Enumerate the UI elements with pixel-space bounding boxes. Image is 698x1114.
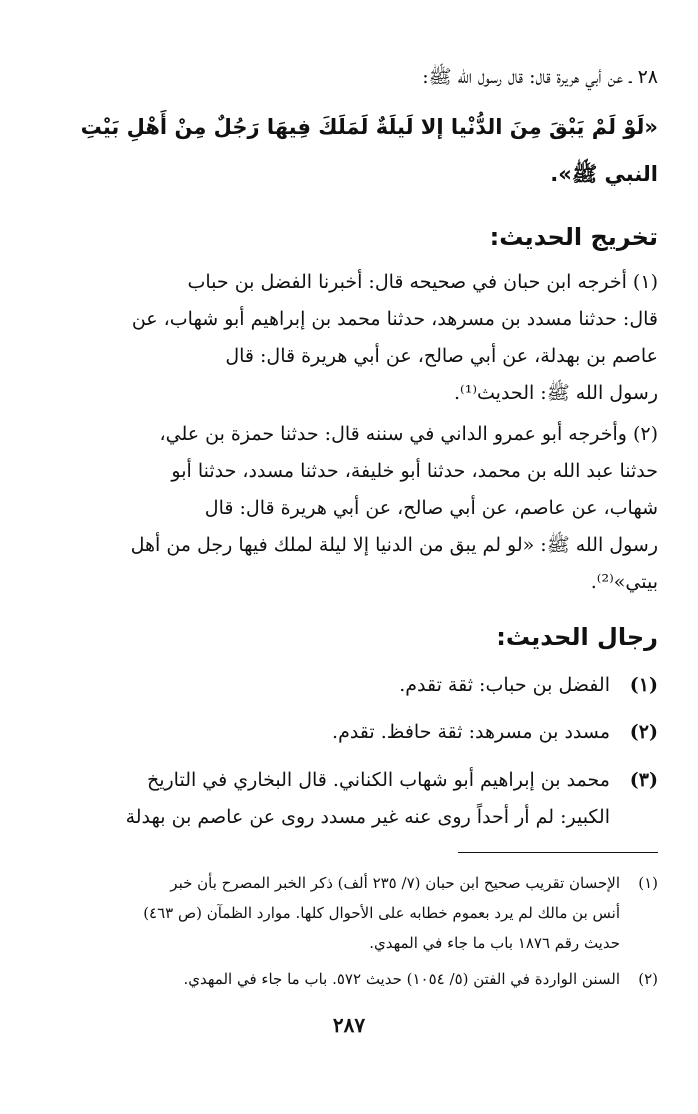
rijal-item-number: (٣) xyxy=(629,769,658,791)
takhrij-p1-line: عاصم بن بهدلة، عن أبي صالح، عن أبي هريرة قال: قال xyxy=(225,345,658,367)
hadith-intro: ٢٨ ـ عن أبي هريرة قال: قال رسول الله ﷺ: xyxy=(422,66,658,88)
rijal-item-line: محمد بن إبراهيم أبو شهاب الكناني. قال البخاري في التاريخ xyxy=(146,769,610,791)
hadith-text xyxy=(40,104,658,198)
takhrij-paragraph-1 xyxy=(40,264,658,412)
rijal-item-number: (٢) xyxy=(629,721,658,743)
hadith-line-1: «لَوْ لَمْ يَبْقَ مِنَ الدُّنْيا إلا لَيلَةٌ لَمَلَكَ فِيهَا رَجُلٌ مِنْ أَهْلِ بَيْتِ xyxy=(80,115,658,139)
takhrij-paragraph-2 xyxy=(40,416,658,601)
rijal-item xyxy=(40,667,658,704)
footnote-number: (١) xyxy=(638,874,658,892)
footnote-line: الإحسان تقريب صحيح ابن حبان (٧/ ٢٣٥ ألف) ذكر الخبر المصرح بأن خبر xyxy=(170,874,620,892)
page-number: ٢٨٧ xyxy=(332,1013,366,1037)
takhrij-p2-line: شهاب، عن عاصم، عن أبي صالح، عن أبي هريرة قال: قال xyxy=(204,497,658,519)
footnote xyxy=(40,964,658,994)
rijal-item-line: الكبير: لم أر أحداً روى عنه غير مسدد روى عن عاصم بن بهدلة xyxy=(125,806,610,828)
footnote-line: حديث رقم ١٨٧٦ باب ما جاء في المهدي. xyxy=(369,934,620,952)
footnote-line: السنن الواردة في الفتن (٥/ ١٠٥٤) حديث ٥٧٢. باب ما جاء في المهدي. xyxy=(183,970,620,988)
takhrij-p2-line: رسول الله ﷺ: «لو لم يبق من الدنيا إلا ليلة لملك فيها رجل من أهل xyxy=(130,534,658,556)
takhrij-p1-line: قال: حدثنا مسدد بن مسرهد، حدثنا محمد بن إبراهيم أبو شهاب، عن xyxy=(131,308,658,330)
takhrij-heading: تخريج الحديث: xyxy=(489,223,658,251)
footnote-line: أنس بن مالك لم يرد بعموم خطابه على الأحوال كلها. موارد الظمآن (ص ٤٦٣) xyxy=(143,904,620,922)
takhrij-p1-line: (١) أخرجه ابن حبان في صحيحه قال: أخبرنا الفضل بن حباب xyxy=(187,271,658,293)
takhrij-p2-line: (٢) وأخرجه أبو عمرو الداني في سننه قال: حدثنا حمزة بن علي، xyxy=(159,423,658,445)
hadith-line-2: النبي ﷺ». xyxy=(550,162,658,186)
rijal-item-line: مسدد بن مسرهد: ثقة حافظ. تقدم. xyxy=(332,721,610,743)
rijal-item xyxy=(40,714,658,751)
takhrij-p2-line: بيتي»⁽²⁾. xyxy=(590,571,658,593)
footnote xyxy=(40,868,658,958)
takhrij-p1-line: رسول الله ﷺ: الحديث⁽¹⁾. xyxy=(454,382,658,404)
rijal-item-line: الفضل بن حباب: ثقة تقدم. xyxy=(399,674,610,696)
rijal-heading: رجال الحديث: xyxy=(496,623,658,651)
footnote-number: (٢) xyxy=(638,970,658,988)
rijal-item-number: (١) xyxy=(629,674,658,696)
footnote-divider xyxy=(458,852,658,853)
footnotes xyxy=(40,868,658,994)
rijal-item xyxy=(40,762,658,836)
takhrij-p2-line: حدثنا عبد الله بن محمد، حدثنا أبو خليفة، حدثنا مسدد، حدثنا أبو xyxy=(171,460,658,482)
